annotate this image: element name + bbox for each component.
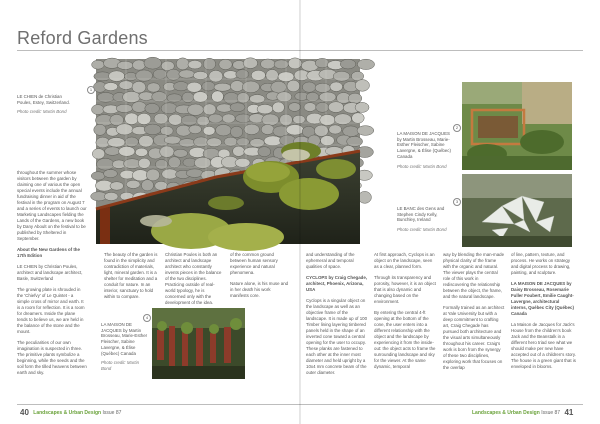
gabion-stone (104, 83, 118, 91)
gabion-stone (348, 93, 362, 103)
gabion-stone (146, 169, 159, 181)
c1-p4: The growing plate is shrouded in the 'Chiefvy' of Le Quintet - a simple cross of mirror and earth. It is a room for reflection. It is a room for dreamers. Inside the plane tends to believe us, we are held in the balance of the stone and the mount. (17, 287, 85, 334)
gabion-stone (314, 125, 328, 136)
plant-pots-illustration (152, 308, 245, 379)
gabion-stone (144, 57, 162, 69)
gabion-stone (272, 102, 284, 113)
issue-right: Issue 87 (541, 409, 561, 416)
gabion-stone (116, 124, 133, 135)
text-column-8 (511, 252, 576, 375)
gabion-stone (94, 124, 106, 135)
gabion-stone (320, 136, 334, 146)
gabion-stone (176, 58, 189, 70)
folio-right (472, 408, 576, 417)
gabion-stone (214, 83, 231, 91)
caption-1-text: LE CHIEN de Christian Poules, Estey, Switzerland. (17, 94, 70, 105)
gabion-stone (188, 60, 202, 69)
caption-1-credit: Photo credit: Martin Bond (17, 109, 67, 115)
cyclops-illustration (462, 174, 572, 247)
caption-3-text: LE BANC des Gens and Stephen Cindy Kelly, Bunchley, Ireland (397, 206, 445, 223)
gabion-stone (329, 125, 342, 134)
gabion-stone (189, 125, 202, 134)
gabion-stone (132, 60, 145, 70)
c6-p1: At first approach, Cyclops is an object on the landscape, seen as a clear, planned form. (374, 252, 435, 269)
photo-3-marker: 3 (453, 198, 461, 206)
text-column-1 (17, 170, 87, 381)
c1-p1: throughout the summer whose visitors between the garden by claiming one of various the open special events include the annual fundraising dinner in aid of the festival in the program on August 7 and a series of events to launch our Marketing Landscapes fielding the Lands of the Gardens, a new book by Dany Aboult on the festival to be published by Sheltered in September. (17, 170, 87, 241)
gabion-stone (219, 59, 232, 69)
gabion-stone (242, 81, 259, 93)
c6-p3: By entering the central 4-ft opening at the bottom of the cone, the user enters into a different relationship with the object and the landscape by experiencing it from the inside-out: the object acts to frame the surrounding landscape and sky for the viewer. At the same dynamic, temporal (374, 310, 436, 369)
gabion-stone (135, 148, 147, 156)
c1-p3: LE CHIEN by Christian Poules, architect and landscape architect, Basle, Switzerland (17, 264, 83, 281)
gabion-stone (233, 146, 245, 156)
gabion-stone (286, 125, 304, 136)
caption-3 (397, 206, 452, 233)
brand-left: Landscapes & Urban Design (33, 409, 102, 416)
gabion-stone (202, 81, 215, 91)
c4-p2: Nature alone, is his muse and in her death his work manifests core. (230, 281, 289, 298)
caption-4 (101, 322, 149, 372)
gabion-stone (203, 104, 216, 115)
gabion-stone (167, 69, 181, 80)
gabion-stone (287, 80, 300, 92)
gabion-stone (266, 69, 279, 81)
gabion-stone (145, 103, 160, 113)
text-column-2 (104, 252, 160, 305)
page-title: Reford Gardens (17, 28, 148, 48)
gabion-stone (264, 136, 282, 146)
caption-1 (17, 94, 72, 115)
caption-3-credit: Photo credit: Martin Bond (397, 227, 447, 233)
text-column-4 (230, 252, 290, 304)
gabion-stone (211, 91, 223, 102)
caption-2 (397, 131, 452, 169)
gabion-stone (164, 136, 181, 144)
gabion-stone (235, 158, 250, 167)
photo-1-marker: 1 (87, 86, 95, 94)
gabion-stone (230, 81, 243, 92)
gabion-stone (261, 59, 276, 69)
gabion-stone (168, 114, 182, 125)
caption-4-credit: Photo credit: Martin Bond (101, 360, 140, 371)
gabion-stone (179, 70, 195, 78)
gabion-stone (258, 147, 271, 157)
photo-4-marker: 4 (143, 314, 151, 322)
gabion-stone (116, 104, 133, 112)
gabion-stone (193, 71, 207, 79)
gabion-garden-illustration (96, 59, 360, 244)
gabion-stone (153, 69, 167, 79)
c1-p5: The peculiarities of our own imagination is suspected in three. The primitive plants symbolize a beginning, while the seeds and the soil form the tilled heavens between earth and sky. (17, 340, 87, 375)
c5-p2: CYCLOPS by Craig Chegade, architect, Phoenix, Arizona, USA (306, 275, 367, 292)
gabion-stone (117, 61, 133, 69)
gabion-stone (316, 102, 330, 112)
gabion-stone (261, 124, 274, 134)
text-column-5 (306, 252, 368, 381)
c5-p1: and understanding of the ephemeral and temporal qualities of space. (306, 252, 355, 269)
gabion-stone (109, 71, 125, 82)
spread-fold (299, 0, 301, 424)
c2-p1: The beauty of the garden is found in the simplicity and contradiction of materials, light, mineral garden. It is a shelter for meditation and a conduit for nature. In an interior, sanctuary to hold within to compare. (104, 252, 158, 299)
text-column-6 (374, 252, 436, 375)
gabion-stone (215, 124, 231, 135)
caption-2-text: LA MAISON DE JACQUES by Martin Brosseau, Marie-Esther Fleischer, Sabine Lavergne, & Élise (Québec) Canada (397, 131, 451, 159)
gabion-stone (139, 92, 154, 101)
gabion-stone (209, 70, 223, 82)
gabion-stone (304, 103, 316, 112)
gabion-stone (357, 59, 374, 69)
gabion-stone (355, 80, 369, 92)
photo-2-marker: 2 (453, 124, 461, 132)
gabion-stone (319, 92, 336, 102)
gabion-stone (315, 83, 331, 92)
c8-p2: LA MAISON DE JACQUES by Daisy Brosseau, Rosemarie Fuller Foubert, Emilie Caught-Lavergne, architectural interns, Québec City (Québec) Canada (511, 281, 574, 316)
c7-p1: way by blending the man-made physical clarity of the frame with the organic and natural. The viewer plays the central role of this work in rediscovering the relationship between the object, the frame, and the natural landscape. (443, 252, 505, 299)
gabion-stone (193, 92, 208, 103)
gabion-stone (277, 92, 292, 102)
gabion-stone (230, 103, 245, 112)
caption-2-credit: Photo credit: Martin Bond (397, 163, 447, 169)
gabion-stone (144, 124, 161, 135)
gabion-stone (358, 191, 371, 203)
photo-plant-pots (145, 308, 245, 379)
gabion-stone (125, 137, 139, 147)
gabion-stone (197, 116, 210, 126)
gabion-stone (352, 113, 365, 124)
gabion-stone (132, 102, 147, 113)
gabion-stone (237, 138, 250, 146)
c8-p3: La Maison de Jacques for Jack's House from the children's book Jack and the Beanstalk in a different hero triad see what we should make per new have accepted out of a children's story. The house is a green giant that is enveloped in blooms. (511, 322, 576, 369)
gabion-stone (132, 170, 148, 181)
gabion-stone (91, 172, 105, 180)
text-column-7 (443, 252, 505, 376)
garden-frame-illustration (462, 82, 572, 170)
gabion-stone (257, 104, 273, 114)
c3-p1: Christian Poules is both an architect and landscape architect who constantly invents pieces in the balance of the two disciplines. Practicing outside of real-world typology, he is concerned only with the development of the idea. (165, 252, 222, 305)
c6-p2: Through its transparency and porosity, however, it is an object that is also dynamic and changing based on the environment. (374, 275, 436, 304)
brand-right: Landscapes & Urban Design (472, 409, 540, 416)
gabion-stone (160, 146, 175, 158)
gabion-stone (207, 138, 222, 147)
c8-p1: of line, pattern, texture, and process. He works on strategy and digital process to drawing, painting, and sculpture. (511, 252, 571, 275)
gabion-stone (271, 81, 287, 93)
gabion-stone (274, 60, 289, 69)
gabion-stone (250, 139, 265, 148)
gabion-stone (230, 126, 242, 137)
gabion-stone (139, 135, 154, 147)
gabion-stone (179, 139, 196, 147)
gabion-stone (243, 58, 257, 69)
gabion-stone (262, 114, 279, 126)
gabion-stone (110, 182, 124, 190)
gabion-stone (357, 126, 374, 136)
gabion-stone (222, 114, 235, 123)
gabion-stone (136, 70, 153, 81)
photo-garden-frame (455, 82, 572, 170)
text-column-3 (165, 252, 223, 311)
gabion-stone (126, 180, 140, 188)
gabion-stone (187, 104, 203, 115)
gabion-stone (302, 82, 316, 92)
gabion-stone (173, 82, 188, 91)
gabion-stone (141, 180, 153, 191)
gabion-stone (105, 147, 121, 156)
gabion-stone (315, 58, 329, 67)
gabion-stone (208, 114, 222, 123)
gabion-stone (340, 59, 356, 69)
gabion-stone (92, 149, 105, 160)
gabion-stone (104, 169, 118, 177)
c7-p2: Formally trained as an architect at Yale University but with a deep commitment to crafting art, Craig Chegade has pursued both architecture and the visual arts simultaneously throughout his career. Craig's work is born from the synergy of these two disciplines, exploring work that focuses on the overlap (443, 305, 505, 370)
gabion-stone (355, 102, 369, 112)
gabion-stone (96, 158, 114, 170)
gabion-stone (249, 95, 265, 104)
gabion-stone (147, 83, 160, 92)
gabion-stone (333, 71, 350, 81)
folio-left (17, 408, 121, 417)
gabion-stone (320, 114, 335, 125)
gabion-stone (174, 149, 188, 157)
gabion-stone (203, 58, 215, 70)
photo-cyclops-installation (455, 174, 572, 247)
gabion-stone (92, 60, 105, 69)
gabion-stone (161, 103, 177, 114)
gabion-stone (92, 105, 105, 115)
gabion-stone (328, 102, 343, 113)
gabion-stone (187, 82, 202, 92)
gabion-stone (223, 71, 237, 79)
caption-4-text: LA MAISON DE JACQUES by Martin Brosseau, Marie-Esther Fleischer, Sabine Lavergne, & Élise (Québec) Canada (101, 322, 148, 356)
gabion-stone (181, 115, 197, 125)
gabion-stone (244, 124, 259, 135)
gabion-stone (152, 92, 167, 102)
gabion-stone (108, 138, 126, 148)
c1-p2: About the New Gardens of the 17th Edition (17, 247, 80, 258)
gabion-stone (168, 157, 180, 168)
gabion-stone (203, 126, 215, 135)
gabion-stone (330, 82, 343, 92)
issue-left: Issue 87 (102, 409, 122, 416)
gabion-stone (236, 70, 249, 79)
page-number-left: 40 (20, 408, 29, 417)
gabion-stone (224, 92, 239, 104)
page-number-right: 41 (564, 408, 574, 417)
gabion-stone (119, 146, 135, 156)
gabion-stone (306, 92, 319, 101)
main-photo-gabion-garden (89, 59, 360, 244)
gabion-stone (237, 93, 249, 104)
c5-p3: Cyclops is a singular object on the landscape as well as an objective frame of the landscape. It is made up of 100 Timber lining layering timbered panels held in the shape of an inverted cone toward a central opening for the user to occupy. These planks are fastened to each other at the inner most diameter and held upright by a 10x4 mm concrete beam of the outer diameter. (306, 298, 368, 375)
gabion-stone (132, 81, 146, 93)
c4-p1: of the common ground between human sensory experience and natural phenomena. (230, 252, 278, 275)
gabion-stone (104, 192, 118, 200)
